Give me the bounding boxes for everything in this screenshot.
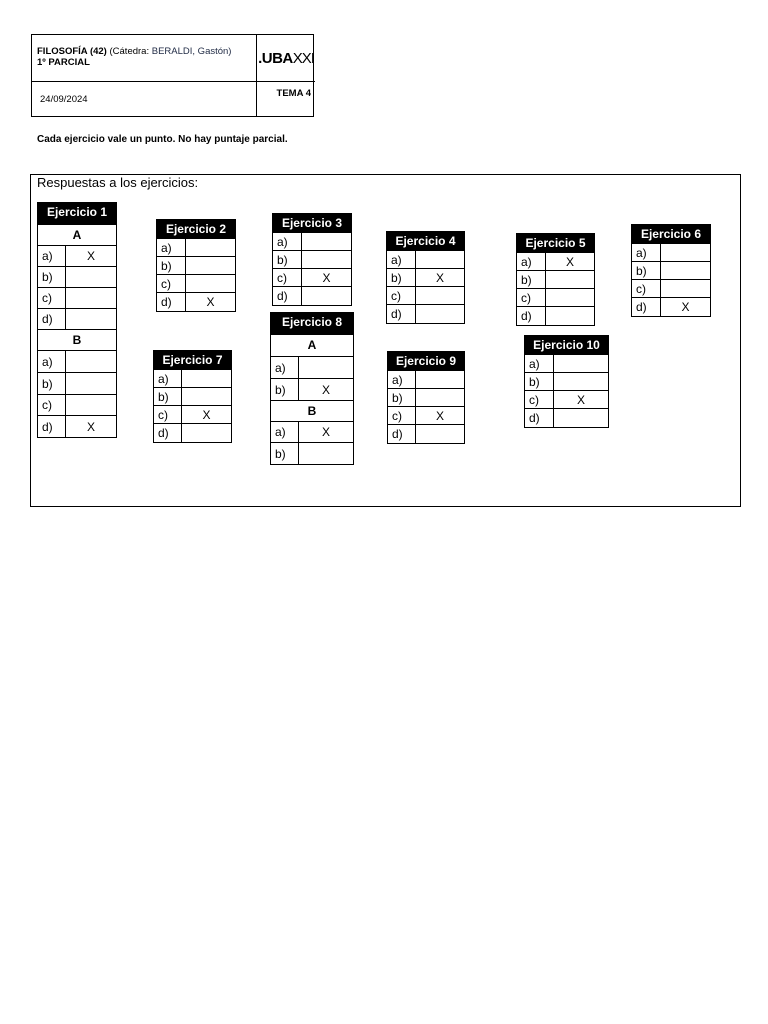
option-label: d) — [632, 298, 661, 316]
option-label: d) — [38, 309, 66, 329]
exercise-3 — [272, 213, 352, 306]
exercise-6 — [631, 224, 711, 317]
exercise-4-row-c[interactable] — [387, 287, 464, 305]
option-label: c) — [632, 280, 661, 297]
exercise-9 — [387, 351, 465, 444]
exercise-3-row-a[interactable] — [273, 233, 351, 251]
exercise-9-row-b[interactable] — [388, 389, 464, 407]
answer-mark[interactable]: X — [321, 425, 330, 439]
exam-header — [31, 34, 314, 117]
option-label: a) — [271, 357, 299, 378]
option-label: d) — [517, 307, 546, 325]
option-label: a) — [387, 251, 416, 268]
exercise-6-title: Ejercicio 6 — [632, 225, 710, 244]
option-label: c) — [517, 289, 546, 306]
option-label: b) — [273, 251, 302, 268]
catedra-name: BERALDI, Gastón) — [151, 46, 232, 57]
answer-mark[interactable] — [661, 280, 710, 297]
answer-mark[interactable] — [302, 233, 351, 250]
answer-mark[interactable] — [661, 244, 710, 261]
answer-mark[interactable]: X — [681, 300, 690, 314]
answer-mark[interactable] — [182, 388, 231, 405]
exercise-8-section-a: A — [271, 335, 353, 357]
option-label: d) — [38, 416, 66, 437]
answer-mark[interactable] — [416, 389, 464, 406]
exercise-3-row-b[interactable] — [273, 251, 351, 269]
exercise-2-title: Ejercicio 2 — [157, 220, 235, 239]
option-label: b) — [271, 443, 299, 464]
option-label: c) — [154, 406, 182, 423]
exercise-5-row-d[interactable] — [517, 307, 594, 325]
answer-mark[interactable] — [416, 425, 464, 443]
exercise-1-b-row-d[interactable] — [38, 416, 116, 437]
exercise-2-row-b[interactable] — [157, 257, 235, 275]
option-label: a) — [632, 244, 661, 261]
answer-mark[interactable]: X — [435, 270, 444, 285]
exercise-7-row-d[interactable] — [154, 424, 231, 442]
instructions: Cada ejercicio vale un punto. No hay puntaje parcial. — [37, 134, 288, 145]
answer-mark[interactable] — [66, 267, 116, 287]
option-label: d) — [154, 424, 182, 442]
answer-mark[interactable] — [66, 351, 116, 372]
option-label: c) — [273, 269, 302, 286]
option-label: a) — [154, 370, 182, 387]
exercise-10-row-c[interactable] — [525, 391, 608, 409]
exercise-5-row-a[interactable] — [517, 253, 594, 271]
answer-mark[interactable] — [186, 275, 235, 292]
catedra-label: (Cátedra: — [109, 46, 150, 57]
answer-mark[interactable] — [546, 307, 594, 325]
option-label: a) — [273, 233, 302, 250]
exercise-4-title: Ejercicio 4 — [387, 232, 464, 251]
exercise-8-a-row-a[interactable] — [271, 357, 353, 379]
exercise-10-title: Ejercicio 10 — [525, 336, 608, 355]
option-label: c) — [157, 275, 186, 292]
answer-mark[interactable] — [554, 373, 608, 390]
exercise-1-section-a: A — [38, 225, 116, 246]
exercise-7-title: Ejercicio 7 — [154, 351, 231, 370]
answer-mark[interactable] — [66, 395, 116, 415]
answer-mark[interactable] — [66, 373, 116, 394]
answer-mark[interactable] — [302, 287, 351, 305]
option-label: d) — [525, 409, 554, 427]
option-label: d) — [273, 287, 302, 305]
answer-mark[interactable] — [546, 289, 594, 306]
exercise-3-row-d[interactable] — [273, 287, 351, 305]
exercise-9-row-d[interactable] — [388, 425, 464, 443]
option-label: b) — [38, 267, 66, 287]
answer-mark[interactable] — [661, 262, 710, 279]
answer-mark[interactable] — [66, 309, 116, 329]
course-name: FILOSOFÍA (42) — [37, 46, 107, 57]
answer-mark[interactable]: X — [321, 382, 330, 397]
exam-tema: TEMA 4 — [276, 88, 311, 99]
exercise-4-row-a[interactable] — [387, 251, 464, 269]
answer-mark[interactable] — [299, 357, 353, 378]
option-label: d) — [157, 293, 186, 311]
answer-mark[interactable]: X — [565, 254, 574, 269]
exercise-10-row-a[interactable] — [525, 355, 608, 373]
exercise-1-a-row-c[interactable] — [38, 288, 116, 309]
exercise-5-row-c[interactable] — [517, 289, 594, 307]
option-label: b) — [154, 388, 182, 405]
logo-main: .UBA — [258, 49, 293, 67]
option-label: c) — [38, 395, 66, 415]
option-label: c) — [387, 287, 416, 304]
option-label: b) — [388, 389, 416, 406]
answer-mark[interactable]: X — [86, 249, 95, 263]
option-label: c) — [388, 407, 416, 424]
option-label: b) — [387, 269, 416, 286]
exercise-5 — [516, 233, 595, 326]
option-label: a) — [271, 422, 299, 442]
exercise-8 — [270, 312, 354, 465]
exam-name: 1º PARCIAL — [37, 57, 90, 68]
exercise-7-row-b[interactable] — [154, 388, 231, 406]
answer-mark[interactable] — [299, 443, 353, 464]
option-label: d) — [388, 425, 416, 443]
answer-mark[interactable]: X — [576, 392, 585, 407]
exercise-10 — [524, 335, 609, 428]
exercise-2-row-a[interactable] — [157, 239, 235, 257]
exercise-8-a-row-b[interactable] — [271, 379, 353, 401]
exercise-6-row-b[interactable] — [632, 262, 710, 280]
answer-mark[interactable] — [302, 251, 351, 268]
answer-mark[interactable] — [416, 371, 464, 388]
exercise-2-row-d[interactable] — [157, 293, 235, 311]
option-label: a) — [38, 351, 66, 372]
exercise-1-section-b: B — [38, 330, 116, 351]
exercise-1-b-row-b[interactable] — [38, 373, 116, 395]
exercise-6-row-d[interactable] — [632, 298, 710, 316]
exercise-6-row-c[interactable] — [632, 280, 710, 298]
exercise-7-row-a[interactable] — [154, 370, 231, 388]
answer-mark[interactable]: X — [435, 408, 444, 423]
option-label: b) — [271, 379, 299, 400]
exercise-7-row-c[interactable] — [154, 406, 231, 424]
option-label: d) — [387, 305, 416, 323]
answer-mark[interactable]: X — [322, 270, 331, 285]
option-label: b) — [157, 257, 186, 274]
answer-mark[interactable] — [182, 370, 231, 387]
answer-mark[interactable] — [554, 355, 608, 372]
option-label: b) — [517, 271, 546, 288]
answer-mark[interactable] — [182, 424, 231, 442]
answer-mark[interactable]: X — [86, 419, 95, 434]
answers-title: Respuestas a los ejercicios: — [37, 175, 199, 190]
answer-mark[interactable] — [554, 409, 608, 427]
option-label: c) — [38, 288, 66, 308]
exercise-3-title: Ejercicio 3 — [273, 214, 351, 233]
logo-suffix: XXI — [292, 49, 314, 67]
answer-mark[interactable] — [416, 305, 464, 323]
option-label: a) — [388, 371, 416, 388]
exercise-1-a-row-b[interactable] — [38, 267, 116, 288]
exercise-10-row-d[interactable] — [525, 409, 608, 427]
exercise-9-row-c[interactable] — [388, 407, 464, 425]
answer-mark[interactable] — [186, 257, 235, 274]
answer-mark[interactable] — [416, 251, 464, 268]
exercise-2-row-c[interactable] — [157, 275, 235, 293]
exercise-2 — [156, 219, 236, 312]
exercise-10-row-b[interactable] — [525, 373, 608, 391]
option-label: a) — [38, 246, 66, 266]
exercise-4-row-d[interactable] — [387, 305, 464, 323]
answer-mark[interactable] — [66, 288, 116, 308]
exercise-9-title: Ejercicio 9 — [388, 352, 464, 371]
exercise-1 — [37, 202, 117, 438]
uba-xxi-logo — [257, 35, 315, 82]
exercise-8-b-row-b[interactable] — [271, 443, 353, 464]
exercise-3-row-c[interactable] — [273, 269, 351, 287]
option-label: a) — [517, 253, 546, 270]
exercise-1-b-row-a[interactable] — [38, 351, 116, 373]
exercise-1-a-row-a[interactable] — [38, 246, 116, 267]
option-label: a) — [525, 355, 554, 372]
option-label: c) — [525, 391, 554, 408]
answer-mark[interactable]: X — [202, 407, 211, 422]
exam-date: 24/09/2024 — [32, 82, 257, 116]
option-label: a) — [157, 239, 186, 256]
exercise-7 — [153, 350, 232, 443]
option-label: b) — [525, 373, 554, 390]
course-cell — [32, 35, 257, 82]
answer-mark[interactable] — [546, 271, 594, 288]
exercise-8-section-b: B — [271, 401, 353, 422]
exercise-4-row-b[interactable] — [387, 269, 464, 287]
exercise-6-row-a[interactable] — [632, 244, 710, 262]
exercise-4 — [386, 231, 465, 324]
exercise-1-a-row-d[interactable] — [38, 309, 116, 330]
answer-mark[interactable] — [416, 287, 464, 304]
answer-mark[interactable]: X — [206, 295, 215, 309]
exercise-8-title: Ejercicio 8 — [271, 313, 353, 335]
exercise-1-b-row-c[interactable] — [38, 395, 116, 416]
exercise-5-title: Ejercicio 5 — [517, 234, 594, 253]
exercise-8-b-row-a[interactable] — [271, 422, 353, 443]
exercise-9-row-a[interactable] — [388, 371, 464, 389]
answer-mark[interactable] — [186, 239, 235, 256]
option-label: b) — [38, 373, 66, 394]
exercise-5-row-b[interactable] — [517, 271, 594, 289]
option-label: b) — [632, 262, 661, 279]
exercise-1-title: Ejercicio 1 — [38, 203, 116, 225]
